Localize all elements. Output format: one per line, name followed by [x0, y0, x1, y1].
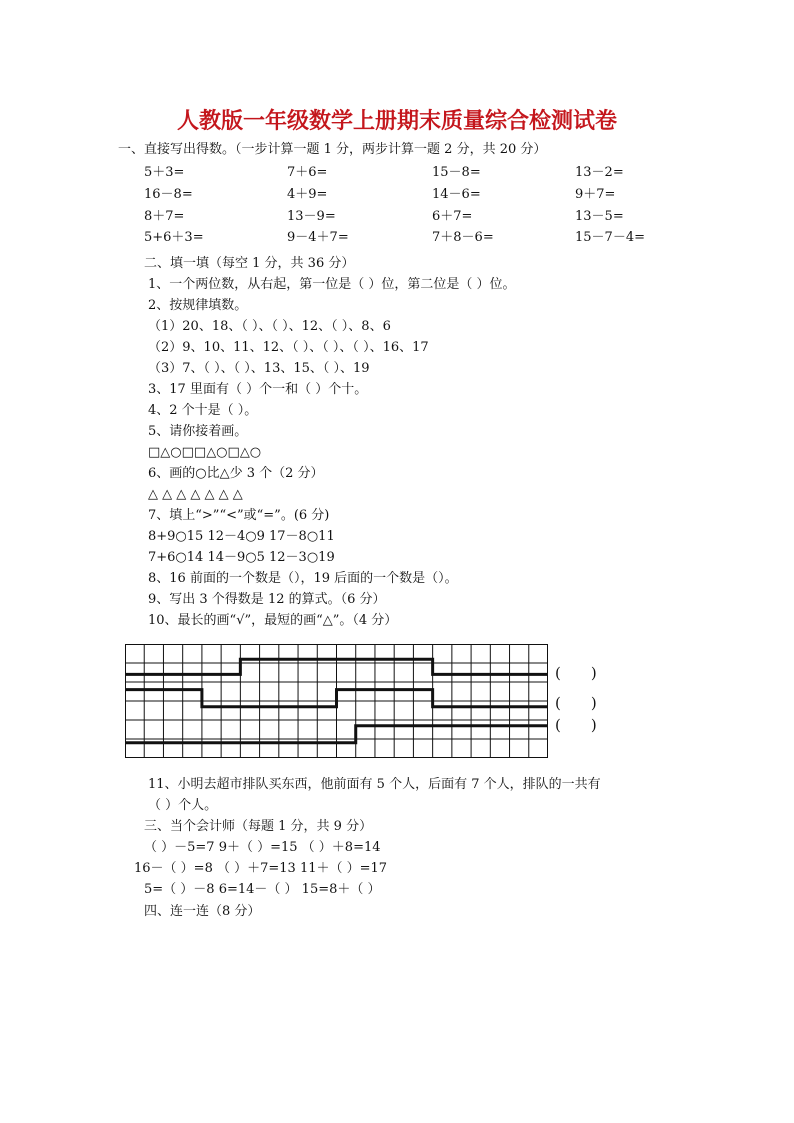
problem-2-2: 4＋9= [287, 187, 328, 202]
problem-1-4: 13－2= [575, 165, 624, 180]
pattern-2: （2）9、10、11、12、（ ）、（ ）、（ ）、16、17 [148, 340, 429, 355]
fill-question-8: 8、16 前面的一个数是（），19 后面的一个数是（）。 [148, 571, 458, 586]
section3-heading: 三、当个会计师（每题 1 分，共 9 分） [144, 819, 373, 834]
pattern-1: （1）20、18、（ ）、（ ）、12、（ ）、8、6 [148, 319, 391, 334]
answer-paren-3[interactable]: ( ) [555, 716, 597, 734]
problem-4-4: 15－7－4= [575, 230, 645, 245]
compare-row-2: 7+6○14 14－9○5 12－3○19 [148, 550, 335, 565]
accounting-row-1: （ ）－5=7 9＋（ ）=15 （ ）＋8=14 [144, 840, 381, 855]
fill-question-6: 6、画的○比△少 3 个（2 分） [148, 466, 324, 481]
shape-sequence: □△○□□△○□△○ [148, 445, 262, 460]
fill-question-4: 4、2 个十是（ ）。 [148, 403, 258, 418]
section4-heading: 四、连一连（8 分） [144, 904, 261, 919]
accounting-row-2: 16－（ ）=8 （ ）＋7=13 11＋（ ）=17 [134, 861, 388, 876]
problem-1-3: 15－8= [432, 165, 481, 180]
section1-heading: 一、直接写出得数。（一步计算一题 1 分，两步计算一题 2 分，共 20 分） [118, 142, 547, 157]
problem-4-3: 7＋8－6= [432, 230, 494, 245]
problem-3-3: 6＋7= [432, 209, 473, 224]
accounting-row-3: 5=（ ）－8 6=14－（ ） 15=8＋（ ） [144, 882, 381, 897]
problem-3-2: 13－9= [287, 209, 336, 224]
fill-question-9: 9、写出 3 个得数是 12 的算式。（6 分） [148, 592, 386, 607]
problem-2-3: 14－6= [432, 187, 481, 202]
problem-3-1: 8＋7= [144, 209, 185, 224]
fill-question-2: 2、按规律填数。 [148, 298, 248, 313]
fill-question-7: 7、填上“>”“<”或“=”。(6 分) [148, 508, 330, 523]
problem-2-4: 9＋7= [575, 187, 616, 202]
section2-heading: 二、填一填（每空 1 分，共 36 分） [144, 256, 355, 271]
fill-question-11-line1: 11、小明去超市排队买东西，他前面有 5 个人，后面有 7 个人，排队的一共有 [148, 777, 601, 792]
compare-row-1: 8+9○15 12－4○9 17－8○11 [148, 529, 335, 544]
path-line-b [125, 690, 548, 707]
page-title: 人教版一年级数学上册期末质量综合检测试卷 [176, 109, 617, 134]
fill-question-1: 1、一个两位数，从右起，第一位是（ ）位，第二位是（ ）位。 [148, 277, 516, 292]
fill-question-11-line2: （ ）个人。 [148, 798, 218, 813]
problem-2-1: 16－8= [144, 187, 193, 202]
line-length-grid [125, 644, 548, 758]
answer-paren-2[interactable]: ( ) [555, 694, 597, 712]
problem-3-4: 13－5= [575, 209, 624, 224]
fill-question-5: 5、请你接着画。 [148, 424, 248, 439]
problem-1-1: 5＋3= [144, 165, 185, 180]
answer-paren-1[interactable]: ( ) [555, 664, 597, 682]
pattern-3: （3）7、（ ）、（ ）、13、15、（ ）、19 [148, 361, 370, 376]
problem-1-2: 7＋6= [287, 165, 328, 180]
grid-figure [125, 644, 548, 758]
fill-question-10: 10、最长的画“√”，最短的画“△”。（4 分） [148, 613, 398, 628]
fill-question-3: 3、17 里面有（ ）个一和（ ）个十。 [148, 382, 368, 397]
problem-4-1: 5+6＋3= [144, 230, 204, 245]
problem-4-2: 9－4＋7= [287, 230, 349, 245]
triangle-row: △ △ △ △ △ △ △ [148, 487, 243, 502]
